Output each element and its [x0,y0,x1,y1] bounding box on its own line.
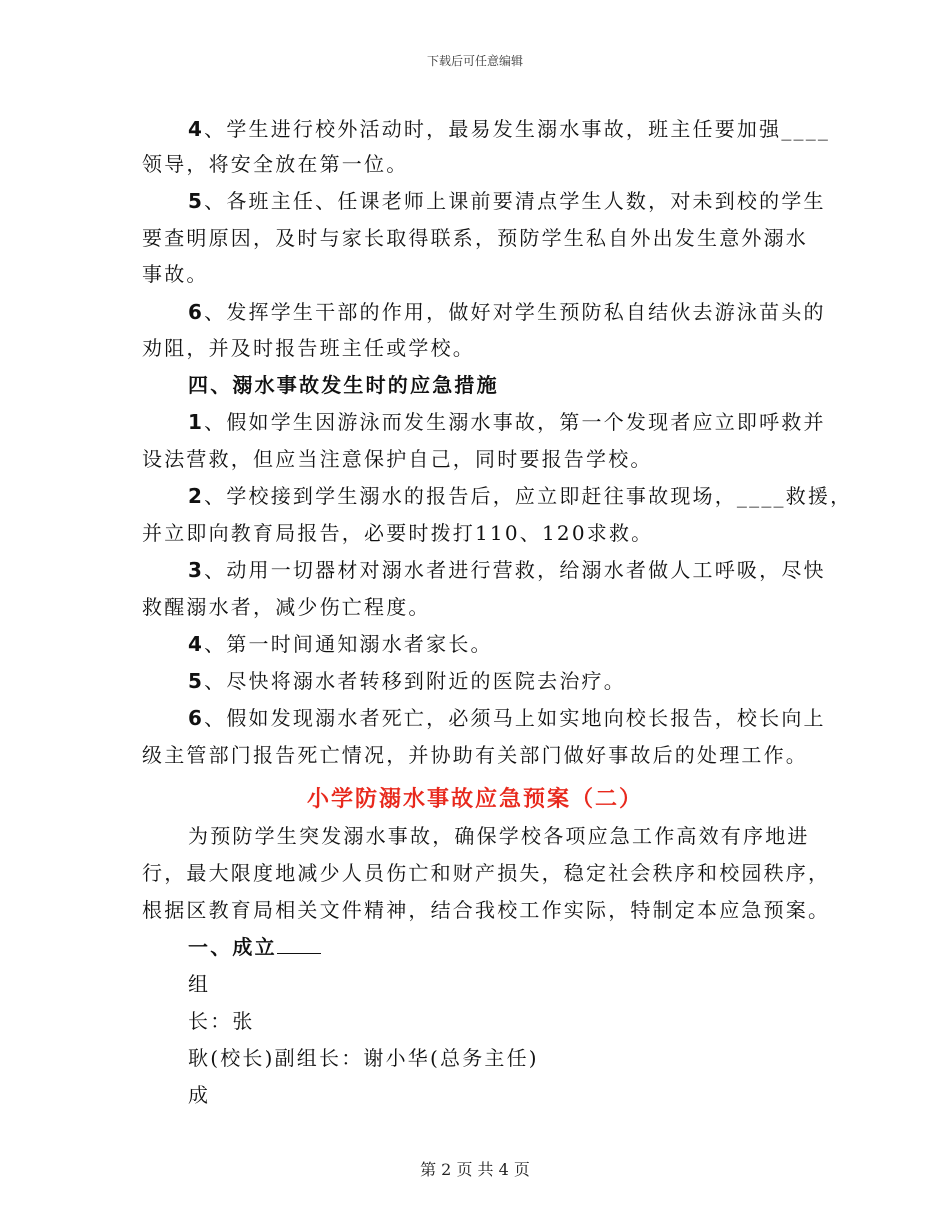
item-number: 2 [188,484,205,508]
item-number: 1 [188,410,205,434]
paragraph-line [142,260,822,288]
blank-underline [277,933,321,954]
org-line: 组 [188,972,211,996]
item-number: 6 [188,300,205,324]
paragraph-line [142,445,822,473]
paragraph-line [188,115,868,143]
line-text: 、尽快将溺水者转移到附近的医院去治疗。 [204,669,626,693]
line-text: 级主管部门报告死亡情况，并协助有关部门做好事故后的处理工作。 [142,743,808,767]
item-number: 4 [188,632,205,656]
line-text: 、假如发现溺水者死亡，必须马上如实地向校长报告，校长向上 [204,706,826,730]
section-title: 小学防溺水事故应急预案（二） [306,787,643,812]
line-text: 设法营救，但应当注意保护自己，同时要报告学校。 [142,447,653,471]
line-text: 、发挥学生干部的作用，做好对学生预防私自结伙去游泳苗头的 [204,300,826,324]
paragraph-line [188,408,868,436]
line-text: 、学校接到学生溺水的报告后，应立即赶往事故现场，____救援， [204,484,853,508]
intro-line: 为预防学生突发溺水事故，确保学校各项应急工作高效有序地进 [188,824,810,848]
paragraph-line [188,298,868,326]
paragraph-line [188,667,868,695]
paragraph-line [188,556,868,584]
page-footer: 第 2 页 共 4 页 [420,1160,530,1179]
line-text: 救醒溺水者，减少伤亡程度。 [142,595,431,619]
item-number: 6 [188,706,205,730]
section-heading: 四、溺水事故发生时的应急措施 [188,373,499,397]
intro-line: 根据区教育局相关文件精神，结合我校工作实际，特制定本应急预案。 [142,898,831,922]
paragraph-line [188,704,868,732]
heading-one-text: 一、成立 [188,935,277,959]
line-text: 要查明原因，及时与家长取得联系，预防学生私自外出发生意外溺水 [142,226,808,250]
paragraph-line [142,741,822,769]
line-text: 、各班主任、任课老师上课前要清点学生人数，对未到校的学生 [204,189,826,213]
line-text: 事故。 [142,262,209,286]
paragraph-line [142,150,822,178]
header-note: 下载后可任意编辑 [426,54,523,68]
line-text: 领导，将安全放在第一位。 [142,152,409,176]
org-line: 长：张 [188,1009,255,1033]
org-line: 成 [188,1083,211,1107]
item-number: 3 [188,558,205,582]
item-number: 4 [188,117,205,141]
paragraph-line [142,334,822,362]
item-number: 5 [188,189,205,213]
line-text: 、第一时间通知溺水者家长。 [204,632,493,656]
paragraph-line [142,224,822,252]
line-text: 、学生进行校外活动时，最易发生溺水事故，班主任要加强____ [204,117,831,141]
line-text: 劝阻，并及时报告班主任或学校。 [142,336,475,360]
paragraph-line [188,630,868,658]
paragraph-line [142,519,822,547]
heading-one [188,933,868,961]
org-line: 耿(校长)副组长：谢小华(总务主任) [188,1046,539,1070]
line-text: 并立即向教育局报告，必要时拨打110、120求救。 [142,521,654,545]
item-number: 5 [188,669,205,693]
line-text: 、动用一切器材对溺水者进行营救，给溺水者做人工呼吸，尽快 [204,558,826,582]
line-text: 、假如学生因游泳而发生溺水事故，第一个发现者应立即呼救并 [204,410,826,434]
paragraph-line [188,187,868,215]
paragraph-line [142,593,822,621]
intro-line: 行，最大限度地减少人员伤亡和财产损失，稳定社会秩序和校园秩序， [142,861,831,885]
paragraph-line [188,482,868,510]
